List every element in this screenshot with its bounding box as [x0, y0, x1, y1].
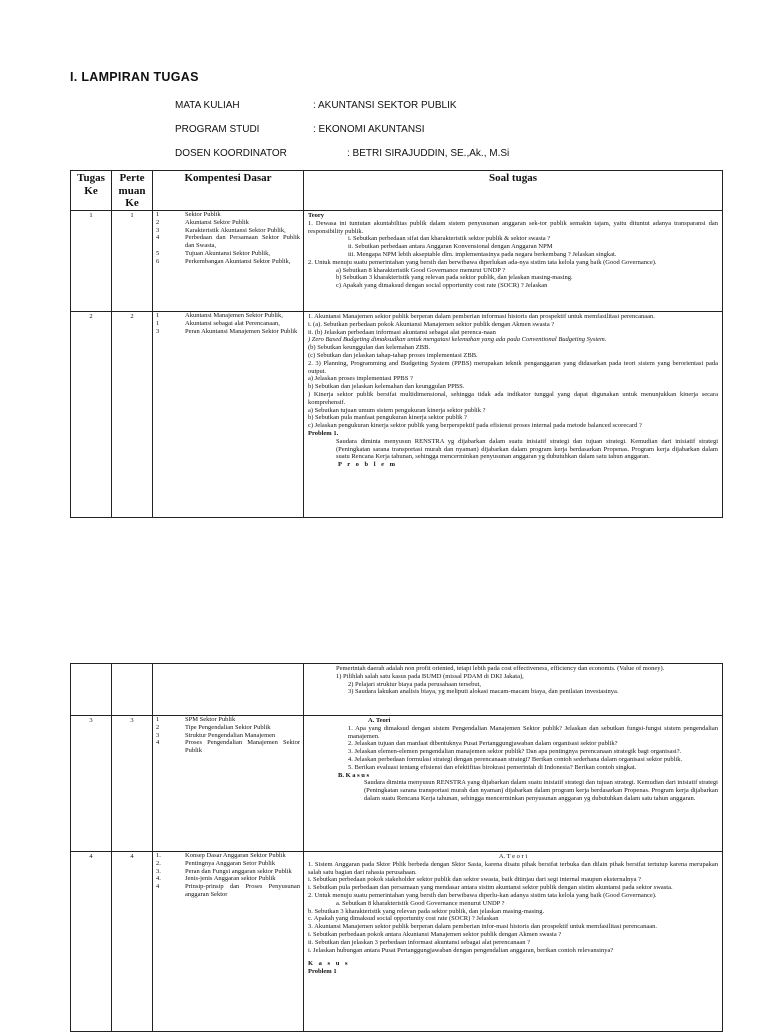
soal-line: Teory	[308, 212, 325, 219]
soal-line: a) Jelaskan proses implementasi PPBS ?	[308, 375, 413, 383]
soal-line: Saudara diminta menyusun RENSTRA yang dijabarkan dalam suatu inisiatif strategi dan tujuan strategi. Kemudian dari inisiatif strategi (Peningkatan sarana transportasi murah dan nyaman) dijabarkan dalam program kerja berdasarkan Propenas. Program kerja dijabarkan dalam suatu Rencana Kerja tahunan, sehingga mencerminkan penyusunan anggaran yg dubutuhkan dalam satu tahun anggaran.	[364, 779, 718, 802]
header-soal: Soal tugas	[304, 171, 723, 211]
soal-line: 3. Jelaskan elemen-elemen pengendalian manajemen sektor publik? Dan apa pentingnya perencanaan strategik bagi organisasi?.	[348, 748, 682, 756]
table-row	[71, 852, 723, 1032]
soal-line: 4. Jelaskan perbedaan formulasi strategi dengan perencanaan strategi? Berikan contoh sederhana dalam organisasi sektor publik.	[348, 755, 683, 763]
cell-kompetensi	[153, 664, 304, 716]
tugas-table-page-2	[70, 663, 723, 1032]
kompetensi-item: 1 SPM Sektor Publik	[156, 716, 236, 723]
soal-line: b) Sebutkan dan jelaskan kelemahan dan keunggulan PPBS.	[308, 383, 465, 391]
cell-kompetensi	[153, 312, 304, 518]
kompetensi-item: 2. Pentingnya Anggaran Setor Publik	[156, 859, 276, 867]
soal-line: a. Sebutkan 8 kharakteristik Good Governance menurut UNDP ?	[336, 899, 505, 907]
soal-line: (b) Sebutkan keunggulan dan kelemahan ZBB.	[308, 344, 431, 352]
soal-line: i. Sebutkan pula perbedaan dan persamaan yang mendasar antara sistim akuntansi sektor publik dengan sistim akuntansi pada sektor swasta.	[308, 884, 673, 892]
soal-line: b. Sebutkan 3 kharakteristik yang relevan pada sektor publik, dan jelaskan masing-masing.	[308, 907, 545, 915]
cell-pertemuan: 3	[112, 716, 153, 852]
soal-line: c) Jelaskan pengukuran kinerja sektor publik yang berperspektif pada efisiensi proses internal pada metode balanced scorecard ?	[308, 422, 642, 430]
soal-line: 2. 3) Planning, Programming and Budgeting System (PPBS) merupakan teknik penganggaran yang didasarkan pada teori sistem yang berorientasi pada output.	[308, 359, 718, 375]
soal-line: c) Apakah yang dimaksud dengan social opportunity cost rate (SOCR) ? Jelaskan	[336, 282, 548, 290]
cell-tugas: 4	[71, 852, 112, 1032]
table-header-row	[71, 171, 723, 211]
kompetensi-item: 4 Prinsip-prinsip dan Proses Penyusunan anggaran Sektor	[156, 883, 300, 898]
soal-line: i. (a). Sebutkan perbedaan pokok Akuntansi Manajemen sektor publik dengan Akmen swasta ?	[308, 320, 555, 328]
info-value: : EKONOMI AKUNTANSI	[313, 124, 425, 135]
section-heading: I. LAMPIRAN TUGAS	[70, 70, 199, 84]
soal-line: iii. Mengapa NPM lebih akseptable dlm. implementasinya pada negara berkembang ? Jelaskan singkat.	[348, 250, 617, 258]
kompetensi-item: 6 Perkembangan Akuntansi Sektor Publik,	[156, 257, 291, 265]
soal-line: c. Apakah yang dimaksud social opportunity cost rate (SOCR) ? Jelaskan	[308, 915, 499, 923]
soal-line: 1) Pilihlah salah satu kasus pada BUMD (missal PDAM di DKI Jakata),	[336, 672, 524, 680]
soal-line: a) Sebutkan 8 kharakteristik Good Governance menurut UNDP ?	[336, 266, 506, 274]
soal-line: 2. Untuk menuju suatu pemerintahan yang bersih dan berwibawa diperlukan ada-nya sistim tata kelola yang baik (Good Governance).	[308, 258, 657, 266]
kompetensi-item: 2 Akuntansi Sektor Publik	[156, 218, 249, 226]
kompetensi-item: 1. Konsep Dasar Anggaran Sektor Publik	[156, 852, 286, 859]
info-value: : AKUNTANSI SEKTOR PUBLIK	[313, 100, 457, 111]
cell-pertemuan: 1	[112, 211, 153, 312]
cell-soal	[304, 211, 723, 312]
soal-line: Saudara diminta menyusun RENSTRA yg dijabarkan dalam suatu inisiatif strategi dan tujuan strategi. Kemudian dari inisiatif strategi (Peningkatan sarana transportasi murah dan nyaman) dijabarkan dalam program kerja berdasarkan Propenas. Program kerja dijabarkan dalam suatu Rencana Kerja tahunan, sehingga mencerminkan penyusunan anggaran yg dubutuhkan dalam satu tahun anggaran.	[336, 437, 718, 461]
table-row	[71, 716, 723, 852]
header-pertemuan: Perte muan Ke	[112, 171, 153, 211]
cell-tugas: 2	[71, 312, 112, 518]
kompetensi-item: 1 Akuntansi Manajemen Sektor Publik,	[156, 312, 283, 319]
soal-line: 5. Berikan evaluasi tentang efisiensi dan efektifitas birokrasi pemerintah di Indonesia? Berikan contoh singkat.	[348, 763, 637, 771]
table-row	[71, 312, 723, 518]
cell-pertemuan	[112, 664, 153, 716]
soal-line: 3. Akuntansi Manajemen sektor publik berperan dalam pemberian infor-masi historis dan prospektif untuk memfasilitasi perencanaan.	[308, 923, 657, 931]
kompetensi-item: 4. Jenis-jenis Anggaran sektor Publik	[156, 875, 276, 883]
header-kompetensi: Kompentesi Dasar	[153, 171, 304, 211]
soal-line: ) Kinerja sektor publik bersifat multidimensional, sehingga tidak ada indikator tunggal yang dapat digunakan untuk menunjukkan kinerja secara komprehensif.	[308, 390, 718, 406]
soal-line: P r o b l e m	[338, 461, 398, 469]
tugas-table-page-1	[70, 170, 723, 518]
kompetensi-item: 1 Sektor Publik	[156, 211, 221, 218]
kompetensi-item: 5 Tujuan Akuntansi Sektor Publik,	[156, 249, 270, 257]
soal-line: Problem 1	[308, 968, 337, 976]
soal-line: i. Sebutkan perbedaan pokok stakeholder sektor publik dan sektor swasta, baik ditinjau dari segi internal maupun eksternalnya ?	[308, 876, 642, 884]
kompetensi-item: 4 Perbedaan dan Persamaan Sektor Publik dan Swasta,	[156, 234, 300, 250]
cell-kompetensi	[153, 211, 304, 312]
soal-line: ii. (b) Jelaskan perbedaan informasi akuntansi sebagai alat perenca-naan	[308, 328, 496, 336]
soal-line: b) Sebutkan pula manfaat pengukuran kinerja sektor publik ?	[308, 414, 467, 422]
kompetensi-item: 1 Akuntansi sebagai alat Perencanaan,	[156, 319, 280, 327]
cell-pertemuan: 4	[112, 852, 153, 1032]
soal-line: 3) Saudara lakukan analisis biaya, yg meliputi alokasi macam-macam biaya, dan penilaian investasinya.	[348, 688, 619, 696]
cell-soal	[304, 852, 723, 1032]
soal-line: Pemerintah daerah adalah non profit oriented, tetapi lebih pada cost effectiveness, efficiency dan economis. (Value of money).	[336, 665, 665, 672]
soal-line: 2. Untuk menuju suatu pemerintahan yang bersih dan berwibawa diperlu-kan adanya sistim tata kelola yang baik (Good Governance).	[308, 891, 657, 899]
cell-pertemuan: 2	[112, 312, 153, 518]
soal-line: 1. Sistem Anggaran pada Sktor Pblik berbeda dengan Sktor Sasta, karena disatu pihak bersifat terbuka dan dilain pihak bersifat tertutup karena merupakan salah satu bagian dari rahasia perusahaan.	[308, 860, 718, 876]
kompetensi-item: 3. Peran dan Fungsi anggaran sektor Publik	[156, 867, 292, 875]
soal-line: (c) Sebutkan dan jelaskan tahap-tahap proses implementasi ZBB.	[308, 351, 478, 359]
kompetensi-item: 4 Proses Pengendalian Manajemen Sektor Publik	[156, 739, 300, 755]
kompetensi-item: 3 Struktur Pengendalian Manajemen	[156, 731, 276, 739]
table-row	[71, 664, 723, 716]
soal-line: 1. Akuntansi Manajemen sektor publik berperan dalam pemberian informasi historis dan prospektif untuk memfasilitasi perencanaan.	[308, 313, 655, 320]
info-label: PROGRAM STUDI	[175, 124, 260, 135]
soal-line: 2. Jelaskan tujuan dan manfaat dibentuknya Pusat Pertanggungjawaban dalam organisasi sektor publik?	[348, 740, 618, 748]
kompetensi-item: 2 Tipe Pengendalian Sektor Publik	[156, 723, 271, 731]
info-label: DOSEN KOORDINATOR	[175, 148, 287, 159]
cell-tugas: 1	[71, 211, 112, 312]
cell-soal	[304, 716, 723, 852]
soal-line: ii. Sebutkan perbedaan antara Anggaran Konvensional dengan Anggaran NPM	[348, 243, 553, 251]
cell-kompetensi	[153, 852, 304, 1032]
cell-soal	[304, 664, 723, 716]
cell-tugas: 3	[71, 716, 112, 852]
soal-line: A. Teori	[368, 717, 391, 724]
soal-line: A. T e o r i	[498, 853, 528, 860]
cell-tugas	[71, 664, 112, 716]
soal-line: B. K a s u s	[338, 771, 370, 779]
soal-line: b) Sebutkan 3 kharakteristik yang relevan pada sektor publik, dan jelaskan masing-masing.	[336, 274, 573, 282]
cell-kompetensi	[153, 716, 304, 852]
soal-line: a) Sebutkan tujuan umum sistem pengukuran kinerja sektor publik ?	[308, 406, 486, 414]
soal-line: Problem 1.	[308, 429, 339, 437]
info-label: MATA KULIAH	[175, 100, 240, 111]
info-value: : BETRI SIRAJUDDIN, SE.,Ak., M.Si	[347, 148, 510, 159]
soal-line: K a s u s	[308, 960, 350, 968]
soal-line: 1. Dewasa ini tuntutan akuntabilitas publik dalam sistem penyusunan anggaran sek-tor publik semakin tajam, yaitu dituntut adanya transparansi dan responsibility publik.	[308, 219, 718, 235]
soal-line: 1. Apa yang dimaksud dengan sistem Pengendalian Manajemen Sektor publik? Jelaskan dan sebutkan fungsi-fungsi sistem pengendalian manajemen.	[348, 724, 718, 740]
soal-line: i. Jelaskan hubungan antara Pusat Pertanggungjawaban dengan pengendalian anggaran, berikan contoh relevansinya?	[308, 946, 614, 954]
kompetensi-item: 3 Peran Akuntansi Manajemen Sektor Publik	[156, 327, 298, 335]
cell-soal	[304, 312, 723, 518]
table-row	[71, 211, 723, 312]
soal-line: i. Sebutkan perbedaan sifat dan kharakteristik sektor publik & sektor swasta ?	[348, 235, 551, 243]
kompetensi-item: 3 Karakteristik Akuntansi Sektor Publik,	[156, 226, 286, 234]
soal-line: ) Zero Based Budgeting dimaksudkan untuk mengatasi kelemahan yang ada pada Conventional Budgeting System.	[308, 336, 607, 344]
soal-line: i. Sebutkan perbedaan pokok antara Akuntansi Manajemen sektor publik dengan Akmen swasta ?	[308, 930, 562, 938]
soal-line: 2) Pelajari struktur biaya pada perusahaan tersebut,	[348, 680, 482, 688]
header-tugas: Tugas Ke	[71, 171, 112, 211]
soal-line: ii. Sebutkan dan jelaskan 3 perbedaan informasi akuntansi sebagai alat perencanaan ?	[308, 938, 530, 946]
